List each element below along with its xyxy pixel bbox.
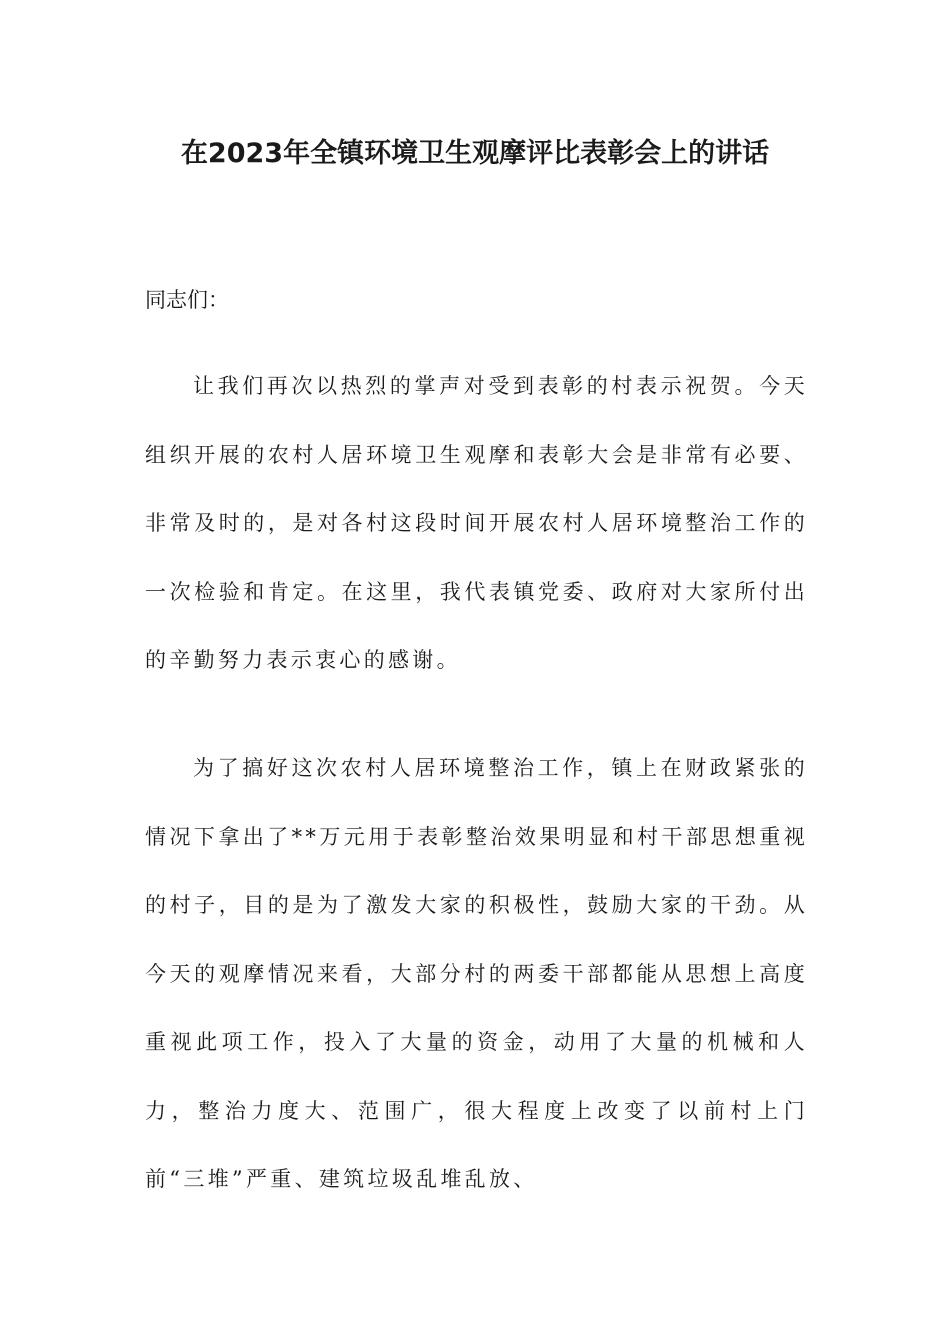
- salutation: 同志们：: [145, 288, 229, 312]
- paragraph-1: 让我们再次以热烈的掌声对受到表彰的村表示祝贺。今天组织开展的农村人居环境卫生观摩和表彰大会是非常有必要、非常及时的，是对各村这段时间开展农村人居环境整治工作的一次检验和肯定。在这里，我代表镇党委、政府对大家所付出的辛勤努力表示衷心的感谢。: [145, 374, 808, 672]
- document-title: 在2023年全镇环境卫生观摩评比表彰会上的讲话: [180, 138, 770, 169]
- paragraph-2: 为了搞好这次农村人居环境整治工作，镇上在财政紧张的情况下拿出了**万元用于表彰整治效果明显和村干部思想重视的村子，目的是为了激发大家的积极性，鼓励大家的干劲。从今天的观摩情况来看，大部分村的两委干部都能从思想上高度重视此项工作，投入了大量的资金，动用了大量的机械和人力，整治力度大、范围广，很大程度上改变了以前村上门前“三堆”严重、建筑垃圾乱堆乱放、: [145, 756, 808, 1191]
